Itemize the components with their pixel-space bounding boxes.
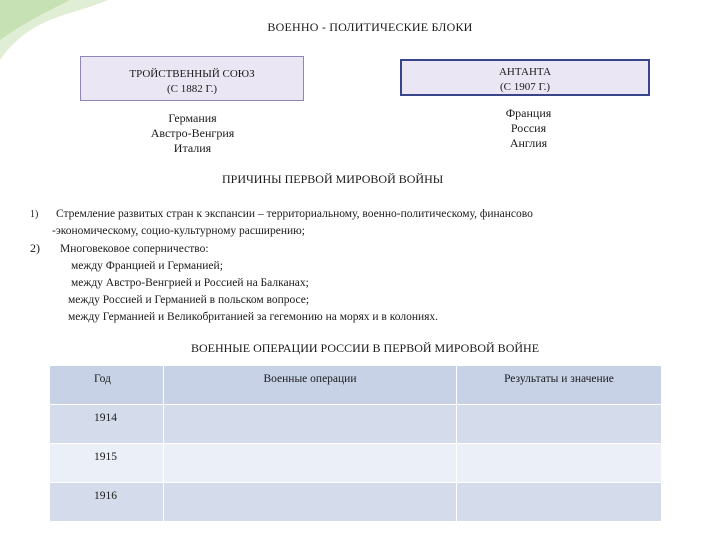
reason-item-1 — [30, 206, 710, 223]
table-row — [50, 405, 662, 444]
operations-heading: ВОЕННЫЕ ОПЕРАЦИИ РОССИИ В ПЕРВОЙ МИРОВОЙ ВОЙНЕ — [190, 341, 540, 355]
reason-number: 2) — [30, 241, 40, 255]
reason-item-2 — [30, 240, 710, 258]
results-cell[interactable] — [457, 405, 662, 444]
entente-box — [400, 59, 650, 96]
triple-alliance-countries — [120, 111, 265, 156]
operations-cell[interactable] — [164, 444, 457, 483]
entente-countries — [486, 106, 571, 151]
reason-number: 1) — [30, 209, 39, 220]
reasons-list — [30, 206, 710, 326]
reason-line: между Францией и Германией; — [71, 260, 223, 272]
reason-line: между Германией и Великобританией за гегемонию на морях и в колониях. — [68, 311, 439, 323]
reason-line: -экономическому, социо-культурному расширению; — [52, 225, 305, 237]
year-cell: 1914 — [50, 405, 164, 444]
operations-table — [49, 365, 662, 522]
entente-date: (С 1907 Г.) — [499, 81, 551, 93]
entente-name: АНТАНТА — [498, 66, 552, 78]
country-england: Англия — [509, 136, 548, 150]
page-title: ВОЕННО - ПОЛИТИЧЕСКИЕ БЛОКИ — [267, 20, 473, 34]
results-cell[interactable] — [457, 483, 662, 522]
column-header-year: Год — [50, 366, 164, 405]
country-austria-hungary: Австро-Венгрия — [150, 126, 235, 140]
column-header-operations: Военные операции — [164, 366, 457, 405]
reason-line: Стремление развитых стран к экспансии – территориальному, военно-политическому, финансово — [56, 208, 533, 220]
year-cell: 1916 — [50, 483, 164, 522]
country-russia: Россия — [510, 121, 547, 135]
triple-alliance-name: ТРОЙСТВЕННЫЙ СОЮЗ — [129, 68, 255, 80]
year-cell: 1915 — [50, 444, 164, 483]
table-row — [50, 444, 662, 483]
operations-cell[interactable] — [164, 405, 457, 444]
triple-alliance-box — [80, 56, 304, 101]
country-germany: Германия — [168, 111, 217, 125]
reasons-heading: ПРИЧИНЫ ПЕРВОЙ МИРОВОЙ ВОЙНЫ — [222, 172, 444, 186]
table-header-row — [50, 366, 662, 405]
reason-line: Многовековое соперничество: — [60, 243, 209, 255]
column-header-results: Результаты и значение — [457, 366, 662, 405]
triple-alliance-date: (С 1882 Г.) — [166, 83, 218, 95]
results-cell[interactable] — [457, 444, 662, 483]
reason-line: между Австро-Венгрией и Россией на Балканах; — [71, 277, 309, 289]
reason-line: между Россией и Германией в польском вопросе; — [68, 294, 310, 306]
country-italy: Италия — [173, 141, 212, 155]
operations-cell[interactable] — [164, 483, 457, 522]
table-row — [50, 483, 662, 522]
country-france: Франция — [505, 106, 552, 120]
